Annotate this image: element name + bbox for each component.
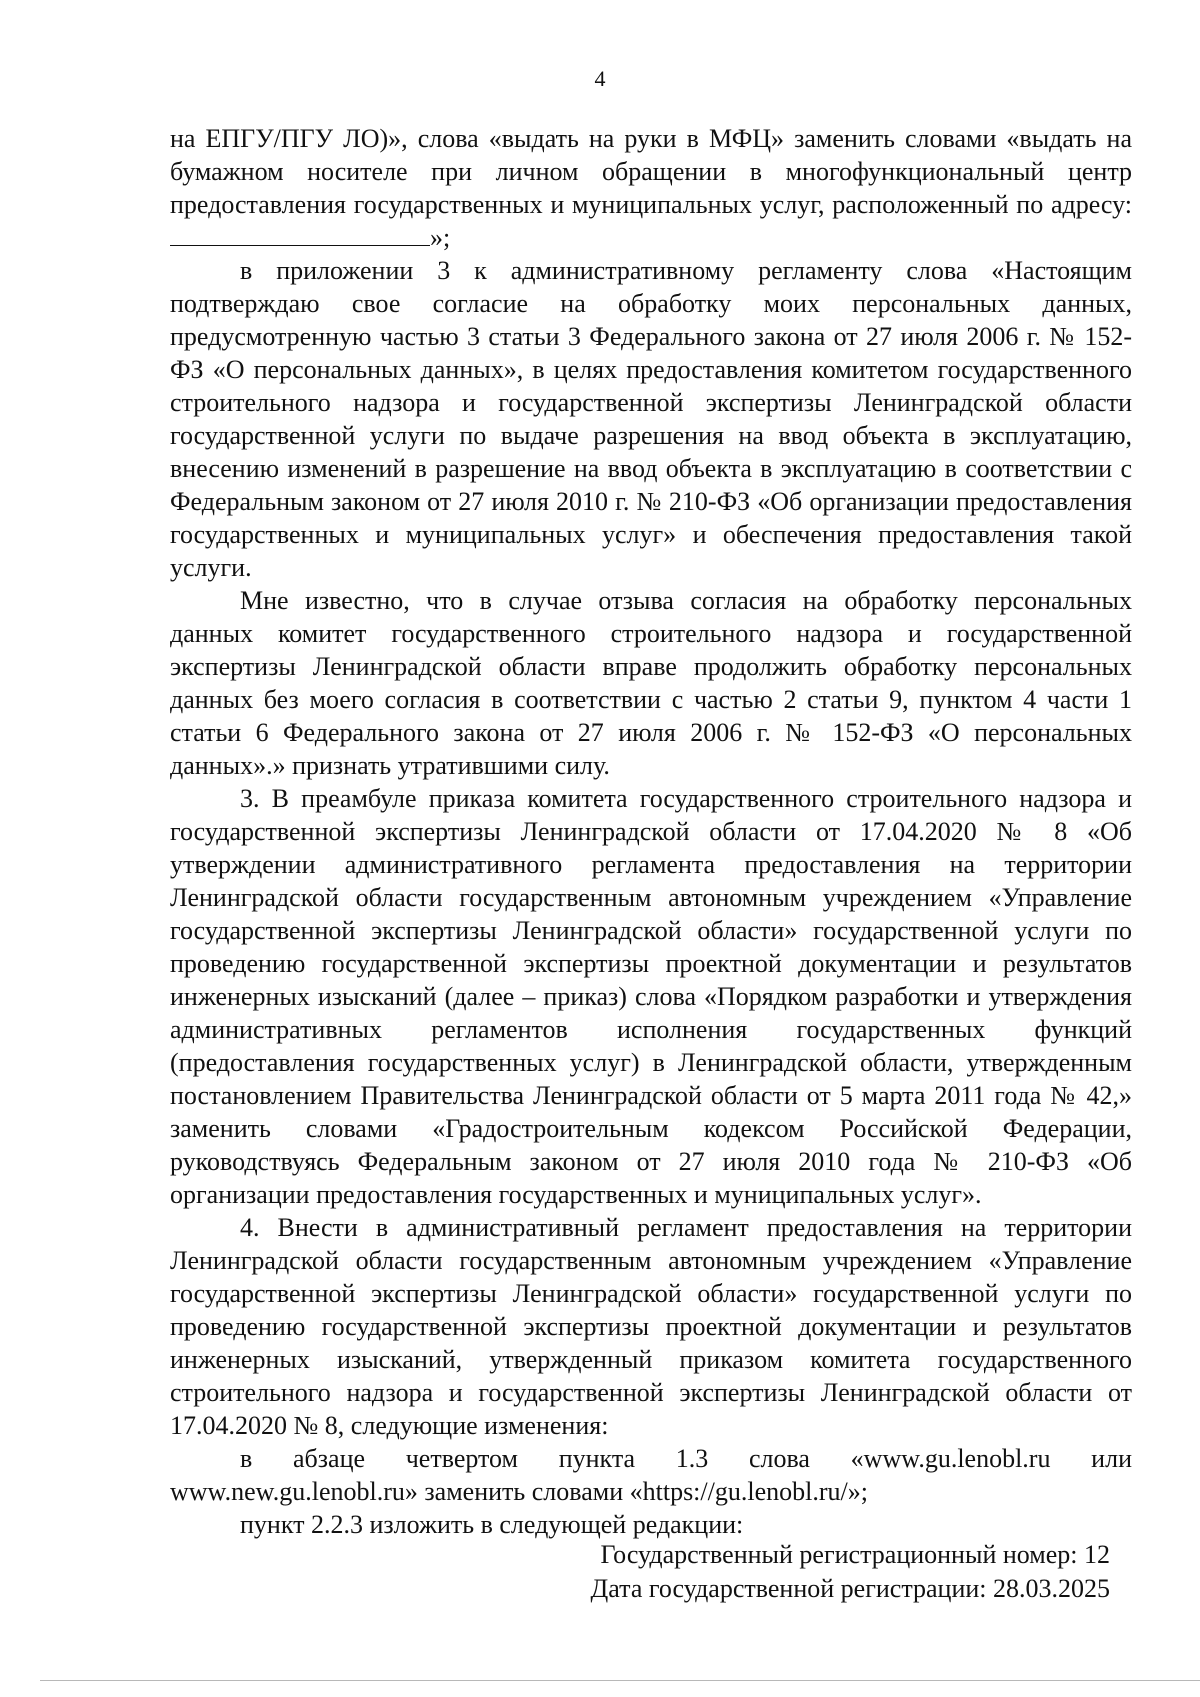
paragraph-item-1-3: в абзаце четвертом пункта 1.3 слова «www.gu.lenobl.ru или www.new.gu.lenobl.ru» заменить словами «https://gu.lenobl.ru/»;: [170, 1444, 1132, 1506]
paragraph-1-text: на ЕПГУ/ПГУ ЛО)», слова «выдать на руки в МФЦ» заменить словами «выдать на бумажном носителе при личном обращении в многофункциональный центр предоставления государственных и муниципальных услуг, расположенный по адресу:: [170, 124, 1132, 219]
registration-info: [591, 1538, 1110, 1606]
page-bottom-edge: [40, 1680, 1200, 1681]
page-number: 4: [594, 66, 606, 91]
address-blank-line: [170, 223, 430, 246]
paragraph-item-2-2-3: пункт 2.2.3 изложить в следующей редакции:: [240, 1510, 744, 1539]
document-body: [170, 122, 1132, 1541]
paragraph-item-4: 4. Внести в административный регламент предоставления на территории Ленинградской области государственным автономным учреждением «Управление государственной экспертизы Ленинградской области» государственной услуги по проведению государственной экспертизы проектной документации и результатов инженерных изысканий, утвержденный приказом комитета государственного строительного надзора и государственной экспертизы Ленинградской области от 17.04.2020 № 8, следующие изменения:: [170, 1213, 1132, 1440]
paragraph-1-end: »;: [430, 223, 451, 252]
paragraph-consent-withdrawal: Мне известно, что в случае отзыва согласия на обработку персональных данных комитет государственного строительного надзора и государственной экспертизы Ленинградской области вправе продолжить обработку персональных данных без моего согласия в соответствии с частью 2 статьи 9, пунктом 4 части 1 статьи 6 Федерального закона от 27 июля 2006 г. № 152-ФЗ «О персональных данных».» признать утратившими силу.: [170, 586, 1132, 780]
paragraph-continuation: [170, 122, 1132, 254]
registration-number: Государственный регистрационный номер: 12: [600, 1540, 1110, 1569]
paragraph-appendix-3: в приложении 3 к административному регламенту слова «Настоящим подтверждаю свое согласие на обработку моих персональных данных, предусмотренную частью 3 статьи 3 Федерального закона от 27 июля 2006 г. № 152-ФЗ «О персональных данных», в целях предоставления комитетом государственного строительного надзора и государственной экспертизы Ленинградской области государственной услуги по выдаче разрешения на ввод объекта в эксплуатацию, внесению изменений в разрешение на ввод объекта в эксплуатацию в соответствии с Федеральным законом от 27 июля 2010 г. № 210-ФЗ «Об организации предоставления государственных и муниципальных услуг» и обеспечения предоставления такой услуги.: [170, 256, 1132, 582]
paragraph-item-3: 3. В преамбуле приказа комитета государственного строительного надзора и государственной экспертизы Ленинградской области от 17.04.2020 № 8 «Об утверждении административного регламента предоставления на территории Ленинградской области государственным автономным учреждением «Управление государственной экспертизы Ленинградской области» государственной услуги по проведению государственной экспертизы проектной документации и результатов инженерных изысканий (далее – приказ) слова «Порядком разработки и утверждения административных регламентов исполнения государственных функций (предоставления государственных услуг) в Ленинградской области, утвержденным постановлением Правительства Ленинградской области от 5 марта 2011 года № 42,» заменить словами «Градостроительным кодексом Российской Федерации, руководствуясь Федеральным законом от 27 июля 2010 года № 210-ФЗ «Об организации предоставления государственных и муниципальных услуг».: [170, 784, 1132, 1209]
registration-date: Дата государственной регистрации: 28.03.2025: [590, 1574, 1110, 1603]
